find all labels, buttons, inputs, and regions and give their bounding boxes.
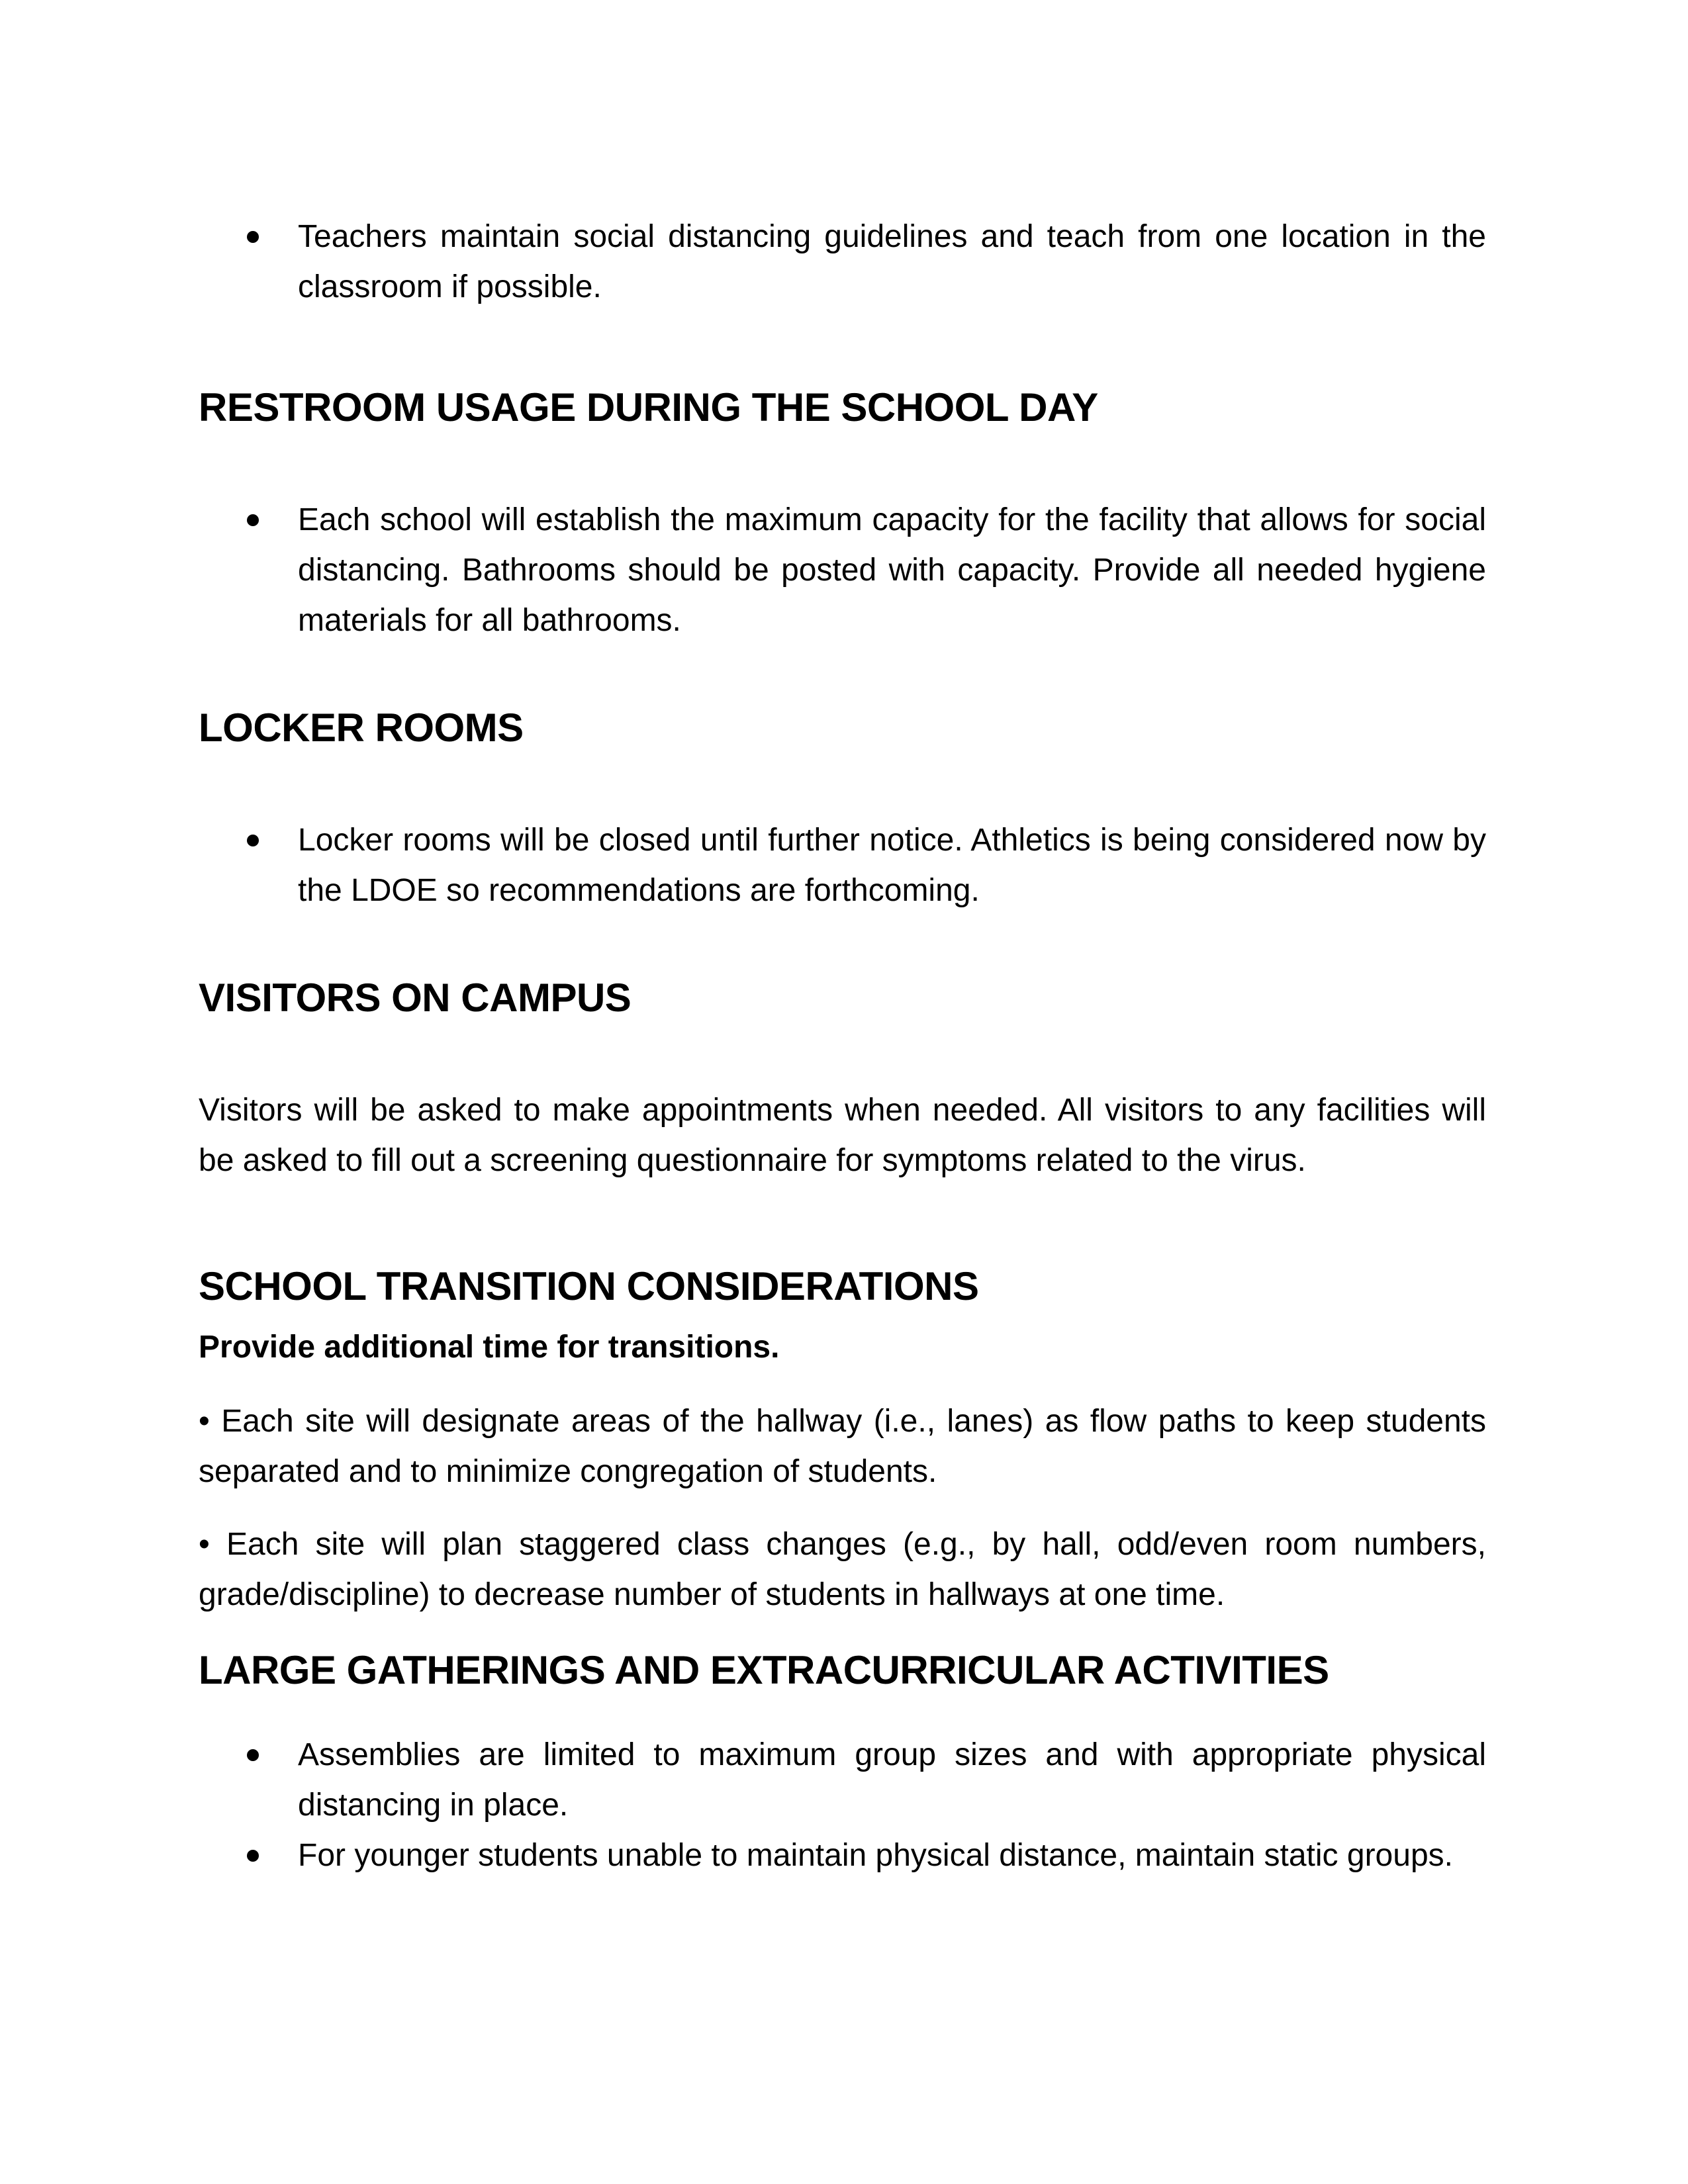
list-item <box>199 1831 1486 1881</box>
list-item <box>199 212 1486 312</box>
list-item <box>199 1730 1486 1831</box>
list-item-text: For younger students unable to maintain physical distance, maintain static groups. <box>298 1838 1453 1873</box>
bullet-icon <box>247 835 259 846</box>
section-heading: LARGE GATHERINGS AND EXTRACURRICULAR ACTIVITIES <box>199 1648 1329 1692</box>
gatherings-list <box>199 1730 1486 1881</box>
intro-list <box>199 212 1486 312</box>
locker-section <box>199 704 1486 752</box>
restroom-section <box>199 384 1486 432</box>
section-heading: RESTROOM USAGE DURING THE SCHOOL DAY <box>199 385 1098 430</box>
gatherings-list-wrap <box>199 1730 1486 1881</box>
restroom-list-wrap <box>199 495 1486 646</box>
bullet-icon <box>247 231 259 243</box>
bullet-icon <box>247 1850 259 1862</box>
transition-paragraph-1-wrap <box>199 1396 1486 1497</box>
section-subheading: Provide additional time for transitions. <box>199 1330 780 1365</box>
locker-list-wrap <box>199 815 1486 916</box>
list-item <box>199 815 1486 916</box>
list-item-text: Locker rooms will be closed until further notice. Athletics is being considered now by the LDOE so recommendations are forthcoming. <box>298 823 1486 908</box>
transition-paragraph-2-wrap <box>199 1520 1486 1620</box>
transition-paragraph: • Each site will designate areas of the hallway (i.e., lanes) as flow paths to keep students separated and to minimize congregation of students. <box>199 1404 1486 1489</box>
list-item <box>199 495 1486 646</box>
list-item-text: Each school will establish the maximum capacity for the facility that allows for social distancing. Bathrooms should be posted with capacity. Provide all needed hygiene materials for all bathrooms. <box>298 502 1486 638</box>
bullet-icon <box>247 514 259 526</box>
restroom-list <box>199 495 1486 646</box>
intro-section <box>199 212 1486 312</box>
section-heading: VISITORS ON CAMPUS <box>199 976 632 1020</box>
visitors-paragraph: Visitors will be asked to make appointments when needed. All visitors to any facilities will be asked to fill out a screening questionnaire for symptoms related to the virus. <box>199 1093 1486 1178</box>
transition-paragraph: • Each site will plan staggered class changes (e.g., by hall, odd/even room numbers, grade/discipline) to decrease number of students in hallways at one time. <box>199 1527 1486 1612</box>
gatherings-section <box>199 1647 1486 1694</box>
visitors-paragraph-wrap <box>199 1085 1486 1186</box>
transition-subheading-wrap <box>199 1328 1486 1367</box>
section-heading: LOCKER ROOMS <box>199 705 524 750</box>
bullet-icon <box>247 1749 259 1761</box>
transition-section <box>199 1263 1486 1310</box>
list-item-text: Teachers maintain social distancing guidelines and teach from one location in the classroom if possible. <box>298 219 1486 304</box>
locker-list <box>199 815 1486 916</box>
list-item-text: Assemblies are limited to maximum group sizes and with appropriate physical distancing in place. <box>298 1737 1486 1823</box>
visitors-section <box>199 974 1486 1022</box>
section-heading: SCHOOL TRANSITION CONSIDERATIONS <box>199 1264 979 1308</box>
